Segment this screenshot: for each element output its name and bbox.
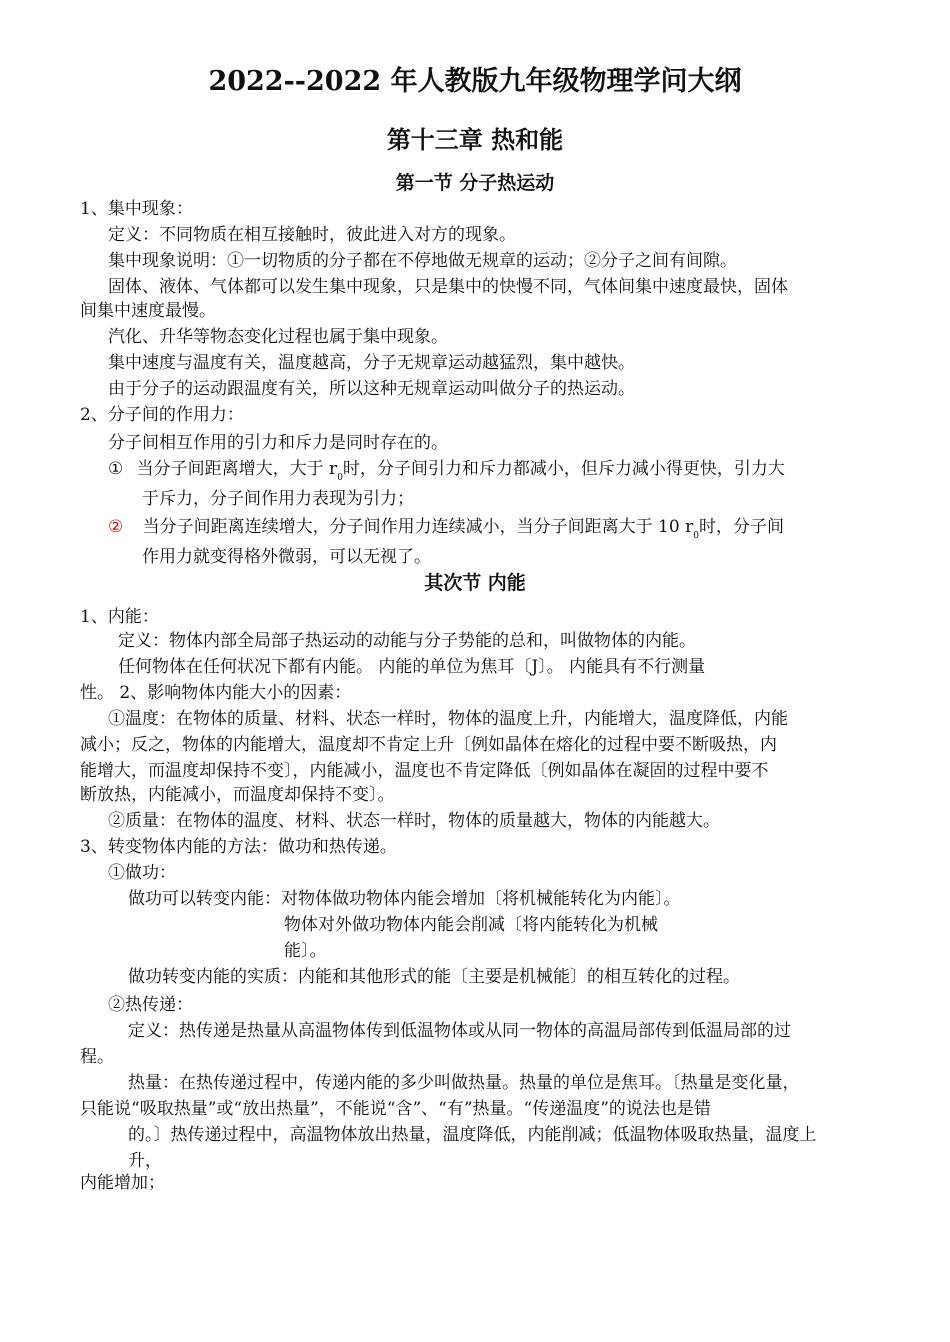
paragraph-line: 做功可以转变内能：对物体做功物体内能会增加〔将机械能转化为内能〕。: [128, 889, 681, 909]
paragraph-line: 汽化、升华等物态变化过程也属于集中现象。: [108, 327, 448, 347]
paragraph-line: ①做功：: [108, 863, 176, 883]
paragraph-line: 由于分子的运动跟温度有关，所以这种无规章运动叫做分子的热运动。: [108, 379, 635, 399]
subscript: 0: [693, 531, 699, 541]
paragraph-line: 间集中速度最慢。: [80, 301, 216, 321]
paragraph-line: 的。〕热传递过程中，高温物体放出热量，温度降低，内能削减；低温物体吸取热量，温度上: [128, 1125, 817, 1145]
paragraph-line: 定义：物体内部全局部子热运动的动能与分子势能的总和，叫做物体的内能。: [118, 631, 696, 651]
paragraph-line: 热量：在热传递过程中，传递内能的多少叫做热量。热量的单位是焦耳。〔热量是变化量，: [128, 1073, 800, 1093]
paragraph-line: 1、内能：: [80, 607, 159, 627]
list-item: [108, 516, 784, 541]
paragraph-line: 减小；反之，物体的内能增大，温度却不肯定上升〔例如晶体在熔化的过程中要不断吸热，内: [80, 735, 777, 755]
list-marker: ①: [108, 459, 124, 479]
paragraph-line: 定义：热传递是热量从高温物体传到低温物体或从同一物体的高温局部传到低温局部的过: [128, 1021, 791, 1041]
paragraph-line: 分子间相互作用的引力和斥力是同时存在的。: [108, 433, 448, 453]
paragraph-line: 只能说“吸取热量”或“放出热量”，不能说“含”、“有”热量。“传递温度”的说法也是错: [80, 1099, 711, 1119]
paragraph-line: 定义：不同物质在相互接触时，彼此进入对方的现象。: [108, 225, 516, 245]
paragraph-line: 升，: [128, 1151, 162, 1171]
list-item: [108, 458, 785, 483]
paragraph-line: 做功转变内能的实质：内能和其他形式的能〔主要是机械能〕的相互转化的过程。: [128, 967, 740, 987]
paragraph-line: 物体对外做功物体内能会削减〔将内能转化为机械: [284, 915, 658, 935]
paragraph-line: 3、转变物体内能的方法：做功和热传递。: [80, 837, 397, 857]
list-text: 时，分子间引力和斥力都减小，但斥力减小得更快，引力大: [342, 459, 785, 479]
paragraph-line: ②热传递：: [108, 995, 193, 1015]
paragraph-line: 程。: [80, 1047, 114, 1067]
list-text: 当分子间距离增大，大于 r: [136, 459, 338, 479]
paragraph-line: 断放热，内能减小，而温度却保持不变〕。: [80, 785, 395, 805]
section-heading: 其次节 内能: [424, 572, 526, 594]
paragraph-line: ②质量：在物体的温度、材料、状态一样时，物体的质量越大，物体的内能越大。: [108, 811, 720, 831]
paragraph-line: 内能增加；: [80, 1173, 165, 1193]
paragraph-line: 集中现象说明：①一切物质的分子都在不停地做无规章的运动；②分子之间有间隙。: [108, 251, 737, 271]
paragraph-line: 集中速度与温度有关，温度越高，分子无规章运动越猛烈，集中越快。: [108, 353, 635, 373]
paragraph-line: ①温度：在物体的质量、材料、状态一样时，物体的温度上升，内能增大，温度降低，内能: [108, 709, 788, 729]
paragraph-line: 作用力就变得格外微弱，可以无视了。: [142, 547, 431, 567]
paragraph-line: 1、集中现象：: [80, 199, 193, 219]
document-title: 2022--2022 年人教版九年级物理学问大纲: [208, 66, 742, 97]
paragraph-line: 2、分子间的作用力：: [80, 405, 244, 425]
list-text: 当分子间距离连续增大，分子间作用力连续减小，当分子间距离大于 10 r: [142, 517, 694, 537]
paragraph-line: 性。 2、影响物体内能大小的因素：: [80, 683, 352, 703]
chapter-heading: 第十三章 热和能: [386, 125, 564, 154]
paragraph-line: 固体、液体、气体都可以发生集中现象，只是集中的快慢不同，气体间集中速度最快，固体: [108, 277, 788, 297]
paragraph-line: 于斥力，分子间作用力表现为引力；: [142, 489, 414, 509]
list-marker: ②: [108, 517, 124, 537]
list-text: 时，分子间: [698, 517, 784, 537]
subscript: 0: [337, 473, 343, 483]
paragraph-line: 能〕。: [284, 941, 327, 961]
paragraph-line: 能增大，而温度却保持不变〕，内能减小，温度也不肯定降低〔例如晶体在凝固的过程中要不: [80, 761, 769, 781]
section-heading: 第一节 分子热运动: [395, 172, 555, 194]
paragraph-line: 任何物体在任何状况下都有内能。 内能的单位为焦耳〔J〕。 内能具有不行测量: [118, 657, 706, 677]
